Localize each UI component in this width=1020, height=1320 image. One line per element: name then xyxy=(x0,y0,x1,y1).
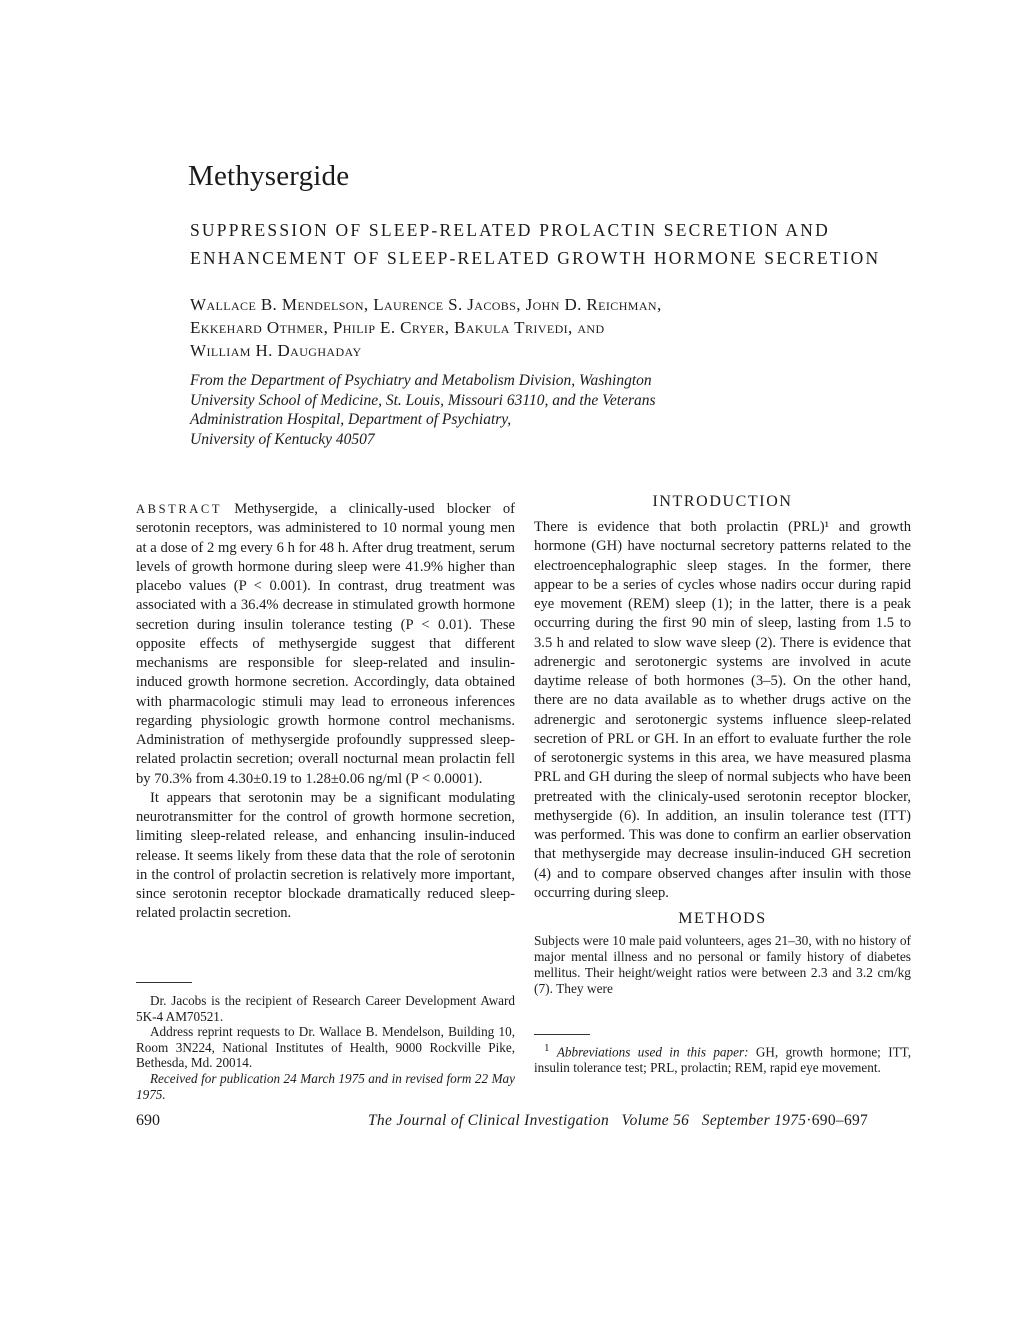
journal-citation: The Journal of Clinical Investigation Volume 56 September 1975·690–697 xyxy=(368,1112,869,1129)
journal-name: The Journal of Clinical Investigation xyxy=(368,1112,609,1129)
footnote-award: Dr. Jacobs is the recipient of Research Career Development Award 5K-4 AM70521. xyxy=(136,993,515,1024)
journal-date: September 1975 xyxy=(701,1112,807,1129)
abstract-paragraph xyxy=(136,500,515,789)
author-line: Ekkehard Othmer, Philip E. Cryer, Bakula Trivedi, and xyxy=(190,318,605,337)
abbreviations-label: Abbreviations used in this paper: xyxy=(556,1044,749,1060)
abstract-column xyxy=(136,500,515,924)
author-line: William H. Daughaday xyxy=(190,341,362,360)
footnote-reprints: Address reprint requests to Dr. Wallace B. Mendelson, Building 10, Room 3N224, National Institutes of Health, 9000 Rockville Pike, Bethesda, Md. 20014. xyxy=(136,1024,515,1071)
journal-volume: Volume 56 xyxy=(621,1112,690,1129)
page-number: 690 xyxy=(136,1112,160,1129)
introduction-text: There is evidence that both prolactin (PRL)¹ and growth hormone (GH) have nocturnal secretory patterns related to the electroencephalographic sleep stages. In the former, there appear to be a series of cycles whose nadirs occur during rapid eye movement (REM) sleep (1); in the latter, there is a peak occurring during the first 90 min of sleep, lasting from 1.5 to 3.5 h and related to slow wave sleep (2). There is evidence that adrenergic and serotonergic systems are involved in acute daytime release of both hormones (3–5). On the other hand, there are no data available as to whether drugs active on the adrenergic and serotonergic systems influence sleep-related secretion of PRL or GH. In an effort to evaluate further the role of serotonergic systems in this area, we have measured plasma PRL and GH during the sleep of normal subjects who have been pretreated with the clinicaly-used serotonin receptor blocker, methysergide (6). In addition, an insulin tolerance test (ITT) was performed. This was done to confirm an earlier observation that methysergide may decrease insulin-induced GH secretion (4) and to compare observed changes after insulin with those occurring during sleep. xyxy=(534,519,911,901)
abstract-text-2: It appears that serotonin may be a significant modulating neurotransmitter for the control of growth hormone secretion, limiting sleep-related release, and enhancing insulin-induced release. It seems likely from these data that the role of serotonin in the control of prolactin secretion is relatively more important, since serotonin receptor blockade dramatically reduced sleep-related prolactin secretion. xyxy=(136,789,515,922)
abstract-text-1: Methysergide, a clinically-used blocker of serotonin receptors, was administered to 10 normal young men at a dose of 2 mg every 6 h for 48 h. After drug treatment, serum levels of growth hormone during sleep were 41.9% higher than placebo values (P < 0.001). In contrast, drug treatment was associated with a 36.4% decrease in stimulated growth hormone secretion during insulin tolerance testing (P < 0.01). These opposite effects of methysergide suggest that different mechanisms are responsible for sleep-related and insulin-induced growth hormone secretion. Accordingly, data obtained with pharmacologic stimuli may lead to erroneous inferences regarding physiologic growth hormone control mechanisms. Administration of methysergide profoundly suppressed sleep-related prolactin secretion; overall nocturnal mean prolactin fell by 70.3% from 4.30±0.19 to 1.28±0.06 ng/ml (P < 0.0001). xyxy=(136,501,515,787)
subtitle-line: ENHANCEMENT OF SLEEP-RELATED GROWTH HORMONE SECRETION xyxy=(190,248,881,268)
abstract-label: ABSTRACT xyxy=(136,502,223,516)
abbreviations-text: $^1$ Abbreviations used in this paper: GH, growth hormone; ITT, insulin tolerance test; PRL, prolactin; REM, rapid eye movement. xyxy=(534,1042,912,1075)
author-list xyxy=(190,293,810,362)
journal-pages: 690–697 xyxy=(811,1112,869,1129)
right-column xyxy=(534,518,911,996)
author-line: Wallace B. Mendelson, Laurence S. Jacobs, John D. Reichman, xyxy=(190,295,662,314)
methods-text: Subjects were 10 male paid volunteers, ages 21–30, with no history of major mental illness and no personal or family history of diabetes mellitus. Their height/weight ratios were between 2.3 and 3.2 cm/kg (7). They were xyxy=(534,933,911,996)
affiliation-line: Administration Hospital, Department of Psychiatry, xyxy=(190,411,512,429)
introduction-heading: INTRODUCTION xyxy=(652,493,793,510)
subtitle-line: SUPPRESSION OF SLEEP-RELATED PROLACTIN SECRETION AND xyxy=(190,220,830,240)
methods-heading: METHODS xyxy=(678,910,767,927)
article-title: Methysergide xyxy=(188,160,350,192)
affiliation xyxy=(190,371,810,449)
affiliation-line: From the Department of Psychiatry and Metabolism Division, Washington xyxy=(190,372,652,389)
abbreviations-list: GH, growth hormone; ITT, insulin tolerance test; PRL, prolactin; REM, rapid eye movement. xyxy=(534,1044,912,1075)
abbreviations-footnote xyxy=(534,1034,911,1076)
affiliation-line: University School of Medicine, St. Louis, Missouri 63110, and the Veterans xyxy=(190,391,656,409)
affiliation-line: University of Kentucky 40507 xyxy=(190,430,375,448)
footnote-received: Received for publication 24 March 1975 and in revised form 22 May 1975. xyxy=(136,1070,515,1102)
article-subtitle xyxy=(190,216,930,272)
footnotes-left xyxy=(136,982,515,1102)
